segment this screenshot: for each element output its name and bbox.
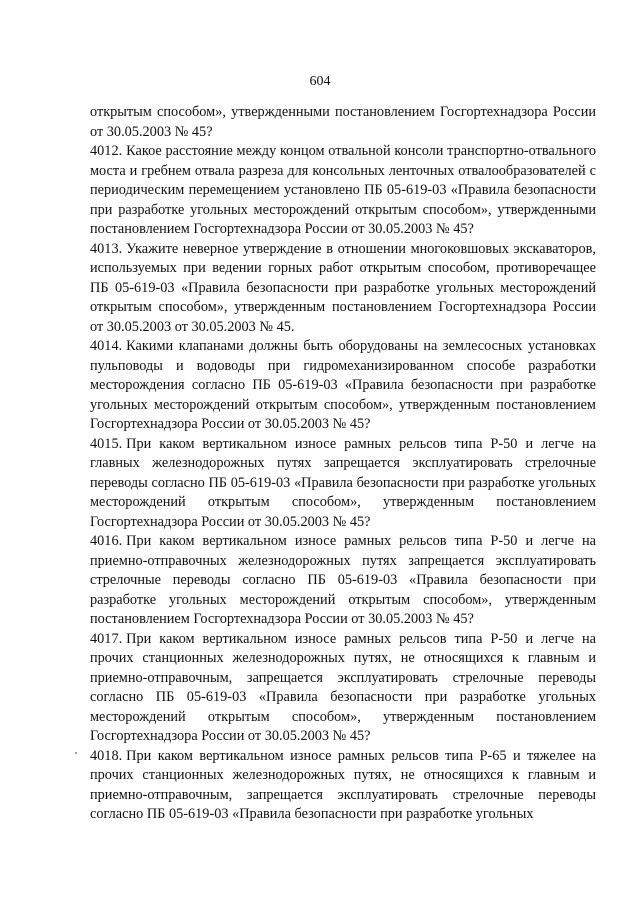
question-text: Какое расстояние между концом отвальной консоли транспортно-отвального моста и гребнем отвала разреза для консольных ленточных отвалообразователей с периодическим перемещением установлено ПБ 05-619-03 «Правила безопасности при разработке угольных месторождений открытым способом», утвержденными постановлением Госгортехнадзора России от 30.05.2003 № 45? <box>90 143 596 237</box>
question-text: При каком вертикальном износе рамных рельсов типа Р-50 и легче на прочих станционных железнодорожных путях, не относящихся к главным и приемно-отправочным, запрещается эксплуатировать стрелочные переводы согласно ПБ 05-619-03 «Правила безопасности при разработке угольных месторождений открытым способом», утвержденным постановлением Госгортехнадзора России от 30.05.2003 № 45? <box>90 630 596 744</box>
scan-speck <box>75 752 77 754</box>
document-body <box>90 103 596 825</box>
question-number: 4013. <box>90 240 123 257</box>
question-4016 <box>90 532 596 630</box>
question-text: При каком вертикальном износе рамных рельсов типа Р-50 и легче на главных железнодорожных путях запрещается эксплуатировать стрелочные переводы согласно ПБ 05-619-03 «Правила безопасности при разработке угольных месторождений открытым способом», утвержденным постановлением Госгортехнадзора России от 30.05.2003 № 45? <box>90 435 596 530</box>
question-text: открытым способом», утвержденными постановлением Госгортехнадзора России от 30.05.2003 № 45? <box>90 104 596 140</box>
question-number: 4016. <box>90 533 123 549</box>
question-4015 <box>90 435 596 533</box>
question-continuation <box>90 103 596 142</box>
question-text: Какими клапанами должны быть оборудованы на землесосных установках пульповоды и водоводы при гидромеханизированном способе разработки месторождения согласно ПБ 05-619-03 «Правила безопасности при разработке угольных месторождений открытым способом», утвержденным постановлением Госгортехнадзора России от 30.05.2003 № 45? <box>90 338 596 432</box>
question-4017 <box>90 630 596 747</box>
question-text: При каком вертикальном износе рамных рельсов типа Р-65 и тяжелее на прочих станционных железнодорожных путях, не относящихся к главным и приемно-отправочным, запрещается эксплуатировать стрелочные переводы согласно ПБ 05-619-03 «Правила безопасности при разработке угольных <box>90 747 596 822</box>
question-4013 <box>90 240 596 338</box>
question-number: 4014. <box>90 338 123 354</box>
question-4018 <box>90 747 596 825</box>
question-number: 4015. <box>90 435 123 452</box>
question-number: 4018. <box>90 747 123 764</box>
question-number: 4012. <box>90 143 123 159</box>
question-text: При каком вертикальном износе рамных рельсов типа Р-50 и легче на приемно-отправочных железнодорожных путях запрещается эксплуатировать стрелочные переводы согласно ПБ 05-619-03 «Правила безопасности при разработке угольных месторождений открытым способом», утвержденным постановлением Госгортехнадзора России от 30.05.2003 № 45? <box>90 533 596 627</box>
page-number: 604 <box>309 74 331 89</box>
question-number: 4017. <box>90 630 123 647</box>
question-text: Укажите неверное утверждение в отношении многоковшовых экскаваторов, используемых при ведении горных работ открытым способом, противоречащее ПБ 05-619-03 «Правила безопасности при разработке угольных месторождений открытым способом», утвержденным постановлением Госгортехнадзора России от 30.05.2003 от 30.05.2003 № 45. <box>90 240 596 335</box>
question-4014 <box>90 337 596 435</box>
question-4012 <box>90 142 596 240</box>
